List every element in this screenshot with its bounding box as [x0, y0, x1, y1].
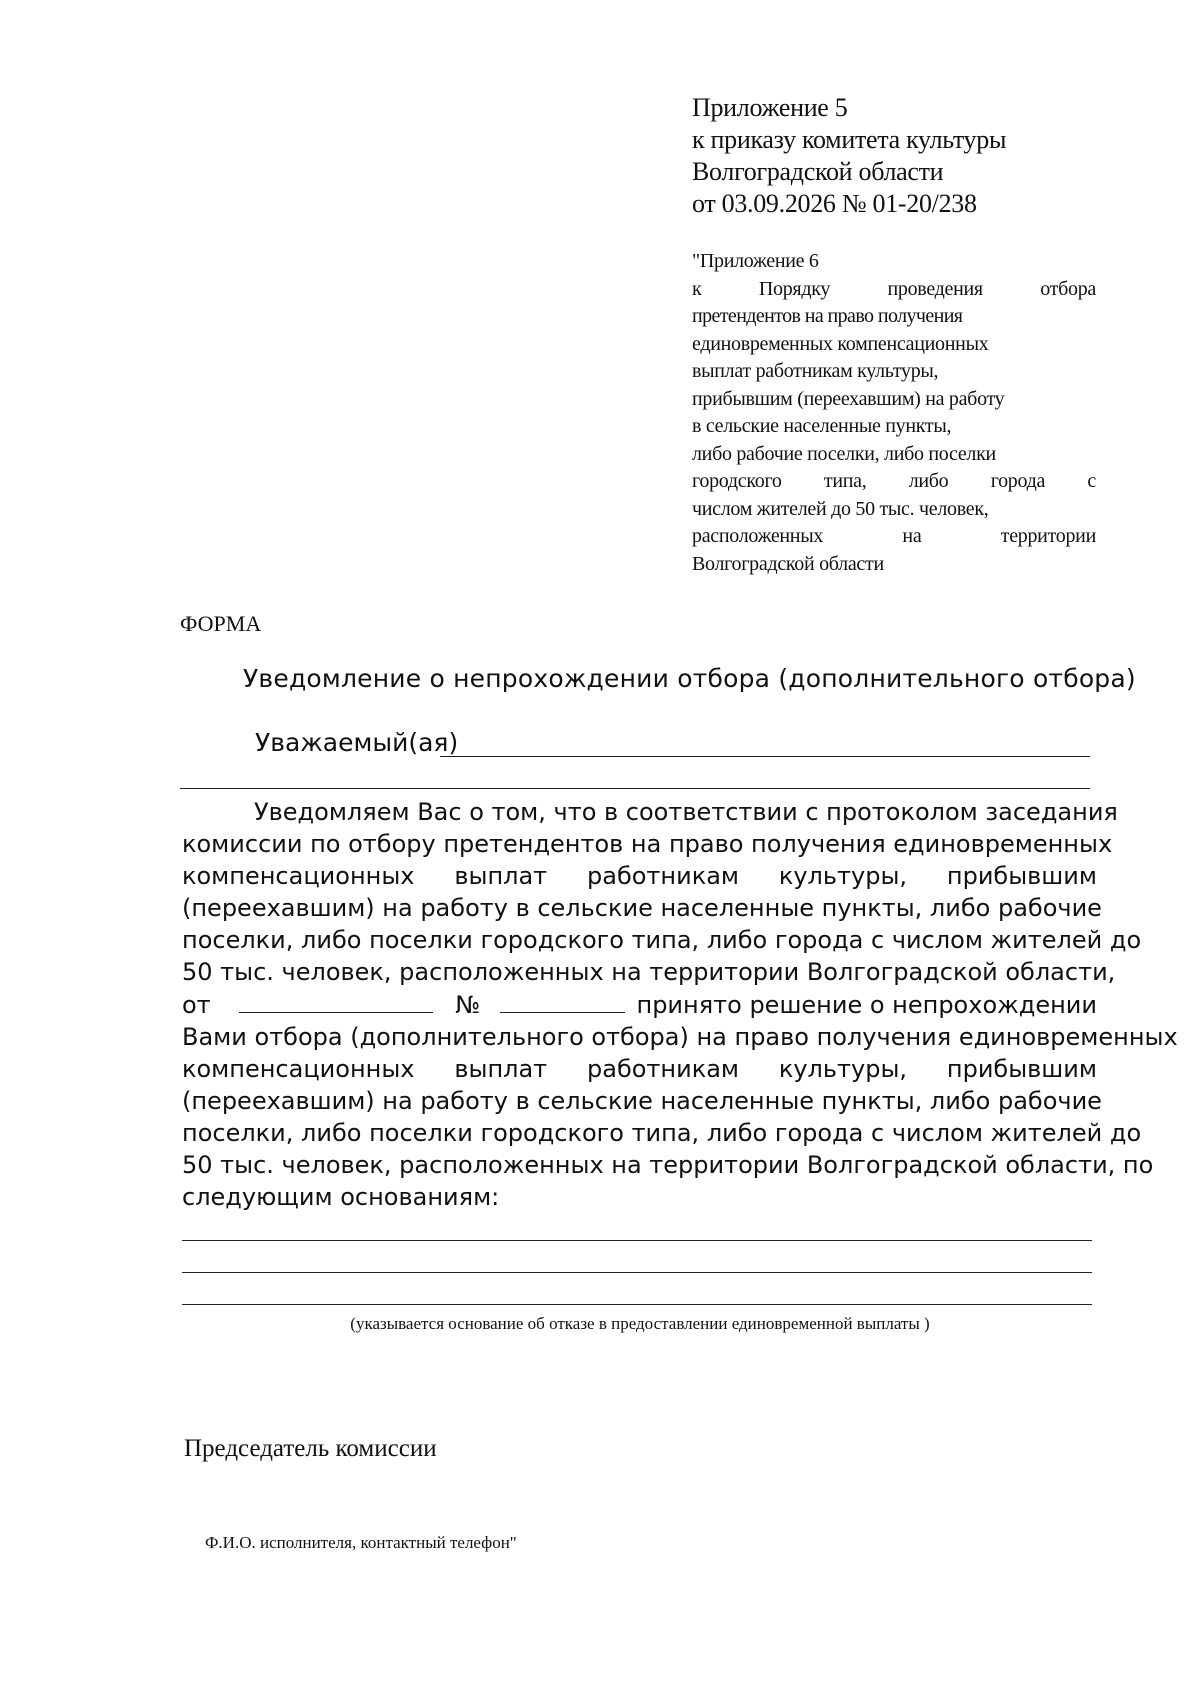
body-line [182, 828, 1113, 860]
recipient-name-blank-continued[interactable] [180, 788, 1090, 789]
word: либо [908, 470, 949, 492]
notification-body [182, 796, 1178, 1213]
word: работникам [587, 1055, 740, 1083]
body-line [182, 860, 1097, 892]
appendix-5-title: Приложение 5 [692, 93, 848, 122]
word: с [1087, 470, 1096, 492]
body-line [182, 796, 1118, 828]
appendix-6-line [692, 523, 1096, 551]
appendix-6-line: выплат работникам культуры, [692, 360, 939, 382]
body-line [182, 892, 1102, 924]
decision-date-blank[interactable] [239, 988, 433, 1013]
document-title: Уведомление о непрохождении отбора (дополнительного отбора) [243, 664, 1136, 693]
greeting-label: Уважаемый(ая) [255, 728, 459, 757]
reason-blank-line[interactable] [182, 1304, 1092, 1305]
recipient-name-blank[interactable] [440, 756, 1090, 757]
body-text: (переехавшим) на работу в сельские населенные пункты, либо рабочие [182, 1087, 1102, 1115]
body-line [182, 1085, 1102, 1117]
body-text: следующим основаниям: [182, 1183, 500, 1211]
appendix-6-line: в сельские населенные пункты, [692, 415, 952, 437]
appendix-6-line: либо рабочие поселки, либо поселки [692, 442, 996, 465]
contact-note: Ф.И.О. исполнителя, контактный телефон" [205, 1533, 517, 1552]
word: компенсационных [182, 1055, 415, 1083]
body-text: 50 тыс. человек, расположенных на территории Волгоградской области, по [182, 1151, 1154, 1179]
number-sign: № [455, 991, 481, 1019]
body-line [182, 924, 1142, 956]
appendix-6-line [692, 276, 1096, 304]
appendix-5-region: Волгоградской области [692, 157, 944, 186]
signature-label: Председатель комиссии [184, 1435, 437, 1462]
word: компенсационных [182, 862, 415, 890]
body-text: 50 тыс. человек, расположенных на территории Волгоградской области, [182, 958, 1116, 986]
body-text: поселки, либо поселки городского типа, либо города с числом жителей до [182, 926, 1142, 954]
body-line [182, 1181, 1097, 1213]
word: Порядку [758, 277, 831, 300]
word: расположенных [692, 525, 824, 547]
appendix-6-line [692, 468, 1096, 496]
body-line [182, 1053, 1097, 1085]
word: к [692, 277, 702, 300]
appendix-5-order-ref: к приказу комитета культуры [692, 125, 1007, 154]
word: культуры, [778, 862, 908, 890]
body-text: Уведомляем Вас о том, что в соответствии с протоколом заседания [254, 798, 1118, 826]
body-line-date-number [182, 988, 1097, 1021]
appendix-6-header [692, 248, 1096, 578]
body-line [182, 1021, 1178, 1053]
body-line [182, 1149, 1154, 1181]
body-text: принято решение о непрохождении [636, 991, 1097, 1019]
appendix-6-line: прибывшим (переехавшим) на работу [692, 387, 1005, 410]
form-label: ФОРМА [180, 611, 262, 636]
reason-blank-line[interactable] [182, 1240, 1092, 1241]
appendix-6-line: претендентов на право получения [692, 305, 963, 327]
body-text: комиссии по отбору претендентов на право получения единовременных [182, 830, 1113, 858]
body-text: поселки, либо поселки городского типа, либо города с числом жителей до [182, 1119, 1142, 1147]
word: прибывшим [946, 862, 1097, 890]
from-label: от [182, 991, 211, 1019]
reason-blank-line[interactable] [182, 1272, 1092, 1273]
word: выплат [454, 1055, 548, 1083]
word: культуры, [778, 1055, 908, 1083]
appendix-6-line: единовременных компенсационных [692, 332, 989, 355]
word: территории [1000, 525, 1096, 547]
word: города [990, 470, 1046, 492]
body-text: (переехавшим) на работу в сельские населенные пункты, либо рабочие [182, 894, 1102, 922]
word: проведения [887, 277, 983, 300]
body-line [182, 1117, 1142, 1149]
appendix-6-line: числом жителей до 50 тыс. человек, [692, 497, 989, 520]
word: отбора [1040, 277, 1096, 300]
word: прибывшим [946, 1055, 1097, 1083]
appendix-6-line: Волгоградской области [692, 552, 884, 575]
appendix-6-title: "Приложение 6 [692, 250, 819, 272]
word: выплат [454, 862, 548, 890]
word: городского [692, 470, 782, 492]
reason-caption: (указывается основание об отказе в предоставлении единовременной выплаты ) [350, 1314, 930, 1333]
decision-number-blank[interactable] [500, 988, 624, 1013]
body-line [182, 956, 1116, 988]
appendix-5-header [692, 92, 1006, 220]
word: работникам [587, 862, 740, 890]
appendix-5-date-number: от 03.09.2026 № 01-20/238 [692, 189, 977, 218]
word: типа, [823, 470, 867, 492]
body-text: Вами отбора (дополнительного отбора) на право получения единовременных [182, 1023, 1178, 1051]
word: на [902, 525, 922, 547]
